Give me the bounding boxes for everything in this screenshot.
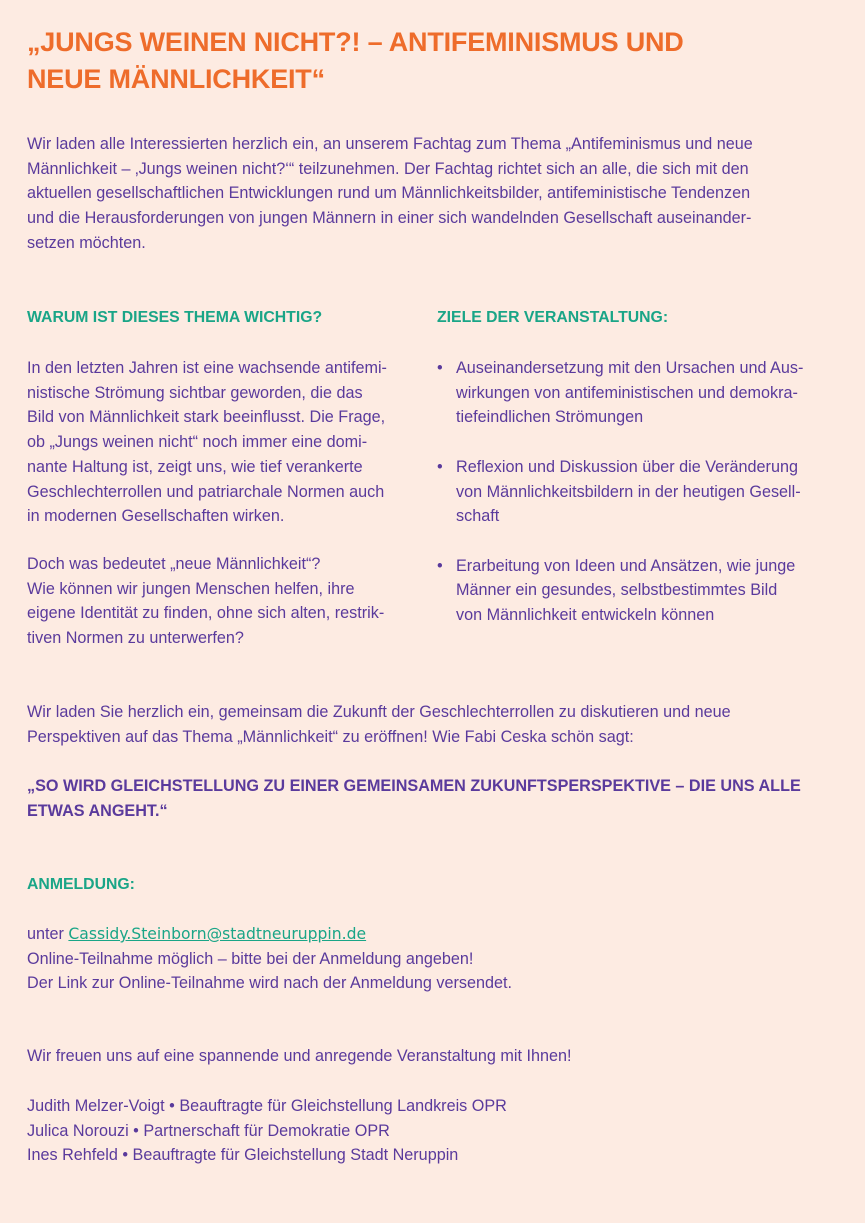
- why-line: Wie können wir jungen Menschen helfen, ihre: [27, 579, 355, 598]
- closing-text: Wir freuen uns auf eine spannende und anregende Veranstaltung mit Ihnen!: [27, 1047, 572, 1065]
- invite-line: Wir laden Sie herzlich ein, gemeinsam die Zukunft der Geschlechterrollen zu diskutieren und neue: [27, 703, 731, 721]
- registration-email-line: [27, 922, 512, 947]
- registration-heading: ANMELDUNG:: [27, 876, 135, 893]
- goal-item: [437, 554, 837, 628]
- why-paragraph-1: [27, 356, 387, 529]
- signers: [27, 1094, 507, 1168]
- page-title: [27, 24, 827, 98]
- registration-online-note: Online-Teilnahme möglich – bitte bei der Anmeldung angeben!: [27, 949, 474, 968]
- signer: Ines Rehfeld • Beauftragte für Gleichstellung Stadt Neruppin: [27, 1146, 459, 1165]
- bullet-icon: •: [437, 359, 443, 377]
- why-line: eigene Identität zu finden, ohne sich alten, restrik-: [27, 604, 385, 623]
- registration-link-note: Der Link zur Online-Teilnahme wird nach der Anmeldung versendet.: [27, 974, 512, 993]
- intro-paragraph: [27, 132, 827, 256]
- intro-line: setzen möchten.: [27, 233, 146, 252]
- why-line: tiven Normen zu unterwerfen?: [27, 629, 244, 648]
- why-line: In den letzten Jahren ist eine wachsende antifemi-: [27, 359, 387, 377]
- why-line: nistische Strömung sichtbar geworden, die das: [27, 383, 363, 402]
- quote: [27, 774, 827, 823]
- intro-line: und die Herausforderungen von jungen Männern in einer sich wandelnden Gesellschaft auseinander-: [27, 209, 752, 228]
- goal-line: Auseinandersetzung mit den Ursachen und Aus-: [456, 359, 804, 377]
- registration-prefix: unter: [27, 925, 69, 943]
- invite-paragraph: [27, 700, 827, 749]
- intro-line: aktuellen gesellschaftlichen Entwicklungen rund um Männlichkeitsbilder, antifeministische Tendenzen: [27, 184, 751, 203]
- why-line: Geschlechterrollen und patriarchale Normen auch: [27, 482, 385, 501]
- goal-line: Reflexion und Diskussion über die Veränderung: [456, 457, 798, 476]
- quote-line: ETWAS ANGEHT.“: [27, 801, 168, 820]
- goal-item: [437, 455, 837, 529]
- why-line: Bild von Männlichkeit stark beeinflusst. Die Frage,: [27, 408, 386, 427]
- why-heading: WARUM IST DIESES THEMA WICHTIG?: [27, 309, 323, 326]
- title-line: „JUNGS WEINEN NICHT?! – ANTIFEMINISMUS UND: [27, 27, 684, 57]
- why-line: in modernen Gesellschaften wirken.: [27, 507, 285, 526]
- goal-line: Erarbeitung von Ideen und Ansätzen, wie junge: [456, 556, 796, 575]
- why-line: Doch was bedeutet „neue Männlichkeit“?: [27, 555, 321, 573]
- goal-line: tiefeindlichen Strömungen: [456, 408, 644, 427]
- goal-line: Männer ein gesundes, selbstbestimmtes Bild: [456, 581, 778, 600]
- signer: Julica Norouzi • Partnerschaft für Demokratie OPR: [27, 1121, 390, 1140]
- registration-email-link[interactable]: Cassidy.Steinborn@stadtneuruppin.de: [68, 925, 367, 943]
- goal-line: von Männlichkeit entwickeln können: [456, 606, 715, 624]
- goals-heading: ZIELE DER VERANSTALTUNG:: [437, 309, 669, 326]
- goal-line: wirkungen von antifeministischen und demokra-: [456, 383, 798, 402]
- bullet-icon: •: [437, 556, 443, 575]
- intro-line: Wir laden alle Interessierten herzlich ein, an unserem Fachtag zum Thema „Antifeminismus und neue: [27, 135, 753, 153]
- why-line: ob „Jungs weinen nicht“ noch immer eine domi-: [27, 433, 368, 452]
- goal-line: von Männlichkeitsbildern in der heutigen Gesell-: [456, 482, 801, 501]
- invite-line: Perspektiven auf das Thema „Männlichkeit“ zu eröffnen! Wie Fabi Ceska schön sagt:: [27, 727, 634, 746]
- intro-line: Männlichkeit – ‚Jungs weinen nicht?‘“ teilzunehmen. Der Fachtag richtet sich an alle, die sich mit den: [27, 159, 749, 178]
- registration-details: [27, 922, 512, 996]
- goal-item: [437, 356, 837, 430]
- why-line: nante Haltung ist, zeigt uns, wie tief verankerte: [27, 457, 363, 476]
- goal-line: schaft: [456, 507, 500, 526]
- quote-line: „SO WIRD GLEICHSTELLUNG ZU EINER GEMEINSAMEN ZUKUNFTSPERSPEKTIVE – DIE UNS ALLE: [27, 777, 801, 795]
- title-line: NEUE MÄNNLICHKEIT“: [27, 64, 325, 94]
- why-paragraph-2: [27, 552, 384, 651]
- goals-list: [437, 356, 837, 652]
- bullet-icon: •: [437, 457, 443, 476]
- signer: Judith Melzer-Voigt • Beauftragte für Gleichstellung Landkreis OPR: [27, 1097, 507, 1115]
